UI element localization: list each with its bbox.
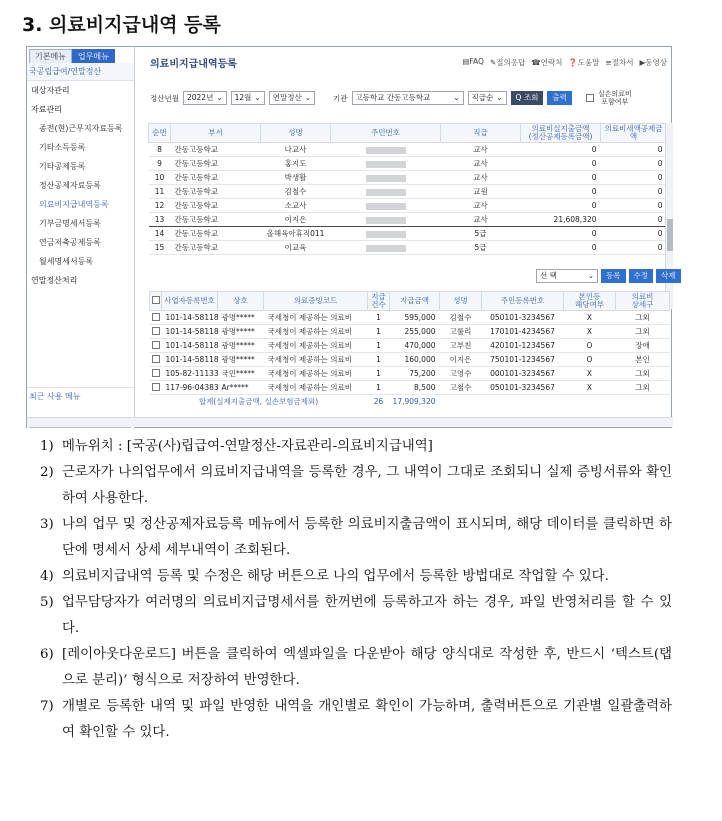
- table-cell: O: [564, 353, 616, 367]
- table-cell: X: [564, 381, 616, 395]
- table-cell: 간동고등학교: [171, 213, 261, 227]
- table-cell: 교사: [441, 213, 521, 227]
- table-cell: 0: [521, 171, 601, 185]
- table-cell: 그외: [616, 311, 670, 325]
- table-cell: [150, 339, 162, 353]
- column-header: 본인등 해당여부: [564, 292, 616, 311]
- table-cell: 470,000: [390, 339, 440, 353]
- instruction-number: 2): [40, 465, 54, 480]
- table-row[interactable]: [149, 171, 667, 185]
- table-cell: 160,000: [390, 353, 440, 367]
- table-cell: 595,000: [390, 311, 440, 325]
- table-row[interactable]: [150, 353, 670, 367]
- table-cell: 0: [521, 241, 601, 255]
- table-cell: [440, 395, 670, 409]
- sidebar: [27, 47, 135, 429]
- table-cell: 0: [601, 213, 667, 227]
- table-cell: 14: [149, 227, 171, 241]
- search-button[interactable]: Q 조회: [511, 91, 544, 105]
- sidebar-item[interactable]: 기부금명세서등록: [39, 219, 101, 228]
- column-header: 의료비 상세구: [616, 292, 670, 311]
- masked-id: [366, 203, 406, 210]
- book-icon: ≡: [605, 58, 612, 67]
- table-cell: 420101-1234567: [482, 339, 564, 353]
- table-cell: 본인: [616, 353, 670, 367]
- app-screenshot: [26, 46, 676, 428]
- table-cell: 0: [601, 241, 667, 255]
- chevron-down-icon: ⌄: [216, 93, 223, 102]
- table-cell: 올해육아휴직011: [261, 227, 331, 241]
- table-cell: 국세청이 제공하는 의료비: [264, 367, 368, 381]
- table-cell: 105-82-11133: [162, 367, 218, 381]
- table-cell: 국세청이 제공하는 의료비: [264, 353, 368, 367]
- table-cell: [150, 353, 162, 367]
- table-row[interactable]: [149, 157, 667, 171]
- detail-grid: [149, 291, 670, 409]
- table-cell: 9: [149, 157, 171, 171]
- instruction-number: 1): [40, 439, 54, 454]
- table-cell: 255,000: [390, 325, 440, 339]
- horizontal-scrollbar[interactable]: [27, 417, 673, 427]
- select-all-checkbox[interactable]: [152, 296, 160, 304]
- year-label: 정산년월: [150, 93, 179, 103]
- include-insurance-checkbox[interactable]: [586, 94, 594, 102]
- table-cell: [331, 213, 441, 227]
- table-cell: 050101-3234567: [482, 311, 564, 325]
- sidebar-item[interactable]: 의료비지급내역등록: [39, 200, 109, 209]
- table-cell: [331, 171, 441, 185]
- scrollbar-thumb[interactable]: [667, 219, 673, 251]
- month-select[interactable]: 12월 ⌄: [231, 91, 265, 105]
- instruction-item: [40, 564, 672, 590]
- delete-button[interactable]: 삭제: [656, 269, 681, 283]
- table-cell: [150, 367, 162, 381]
- table-cell: 0: [521, 199, 601, 213]
- table-cell: 이교육: [261, 241, 331, 255]
- table-cell: X: [564, 311, 616, 325]
- table-cell: 0: [521, 227, 601, 241]
- table-cell: 고룰리: [440, 325, 482, 339]
- sidebar-section-title: 국공립급여/연말정산: [27, 63, 134, 81]
- instruction-number: 3): [40, 517, 54, 532]
- instruction-text: [레이아웃다운로드] 버튼을 클릭하여 엑셀파일을 다운받아 해당 양식대로 작성한 후, 반드시 ‘텍스트(탭으로 분리)’ 형식으로 저장하여 반영한다.: [62, 647, 672, 688]
- table-cell: 교사: [441, 157, 521, 171]
- table-cell: 고부친: [440, 339, 482, 353]
- table-cell: X: [564, 367, 616, 381]
- table-cell: 8,500: [390, 381, 440, 395]
- row-checkbox[interactable]: [152, 383, 160, 391]
- table-cell: 1: [368, 325, 390, 339]
- modify-button[interactable]: 수정: [629, 269, 654, 283]
- table-row[interactable]: [150, 381, 670, 395]
- table-cell: 그외: [616, 325, 670, 339]
- column-header: 성명: [261, 124, 331, 143]
- masked-id: [366, 175, 406, 182]
- table-cell: 15: [149, 241, 171, 255]
- table-cell: 101-14-58118: [162, 311, 218, 325]
- instruction-item: [40, 434, 672, 460]
- column-header: 의료증빙코드: [264, 292, 368, 311]
- table-cell: 그외: [616, 381, 670, 395]
- sidebar-item[interactable]: 대상자관리: [31, 86, 70, 95]
- sidebar-item[interactable]: 월세명세서등록: [39, 257, 94, 266]
- table-cell: Ar*****: [218, 381, 264, 395]
- table-row[interactable]: [149, 143, 667, 157]
- instruction-text: 의료비지급내역 등록 및 수정은 해당 버튼으로 나의 업무에서 등록한 방법대로 작업할 수 있다.: [62, 569, 609, 584]
- instruction-item: [40, 460, 672, 512]
- table-cell: 8: [149, 143, 171, 157]
- instruction-number: 5): [40, 595, 54, 610]
- chevron-down-icon: ⌄: [496, 93, 503, 102]
- column-header: 상호: [218, 292, 264, 311]
- video-icon: ▶: [639, 58, 646, 67]
- table-cell: 750101-1234567: [482, 353, 564, 367]
- table-cell: 1: [368, 367, 390, 381]
- table-cell: 050101-3234567: [482, 381, 564, 395]
- top-link-label: 절차서: [611, 58, 634, 67]
- row-checkbox[interactable]: [152, 369, 160, 377]
- table-cell: 5급: [441, 241, 521, 255]
- table-cell: 국세청이 제공하는 의료비: [264, 311, 368, 325]
- sidebar-item[interactable]: 종전(현)근무지자료등록: [39, 124, 123, 133]
- table-cell: 나교사: [261, 143, 331, 157]
- table-cell: 000101-3234567: [482, 367, 564, 381]
- instruction-text: 메뉴위치 : [국공(사)립급여-연말정산-자료관리-의료비지급내역]: [62, 439, 433, 454]
- table-row[interactable]: [149, 213, 667, 227]
- instruction-text: 나의 업무 및 정산공제자료등록 메뉴에서 등록한 의료비지출금액이 표시되며, 해당 데이터를 클릭하면 하단에 명세서 상세 세부내역이 조회된다.: [62, 517, 672, 558]
- table-cell: 이지은: [440, 353, 482, 367]
- table-cell: 장애: [616, 339, 670, 353]
- instruction-item: [40, 694, 672, 746]
- column-header: 의료비실지출금액 (정산공제등록금액): [521, 124, 601, 143]
- table-cell: 101-14-58118: [162, 339, 218, 353]
- document-heading: 3. 의료비지급내역 등록: [22, 14, 221, 36]
- table-cell: 간동고등학교: [171, 199, 261, 213]
- instruction-number: 7): [40, 699, 54, 714]
- total-amount: 17,909,320: [392, 397, 436, 407]
- table-cell: 박생활: [261, 171, 331, 185]
- masked-id: [366, 189, 406, 196]
- tab-basic-menu[interactable]: 기본메뉴: [29, 49, 72, 63]
- table-cell: [331, 227, 441, 241]
- column-header: 직급: [441, 124, 521, 143]
- table-cell: 21,608,320: [521, 213, 601, 227]
- instruction-item: [40, 590, 672, 642]
- sidebar-item[interactable]: 연금저축공제등록: [39, 238, 101, 247]
- table-row[interactable]: [150, 367, 670, 381]
- table-cell: [150, 381, 162, 395]
- phone-icon: ☎: [531, 58, 541, 67]
- table-cell: [331, 157, 441, 171]
- sidebar-item[interactable]: 기타공제등록: [39, 162, 86, 171]
- instruction-text: 업무담당자가 여러명의 의료비지급명세서를 한꺼번에 등록하고자 하는 경우, 파일 반영처리를 할 수 있다.: [62, 595, 672, 636]
- top-link-label: 질의응답: [496, 58, 526, 67]
- print-button[interactable]: 출력: [547, 91, 572, 105]
- table-cell: 고철수: [440, 381, 482, 395]
- table-cell: 간동고등학교: [171, 171, 261, 185]
- year-select[interactable]: 2022년 ⌄: [183, 91, 227, 105]
- table-cell: 1: [368, 339, 390, 353]
- row-checkbox[interactable]: [152, 327, 160, 335]
- top-link[interactable]: [605, 57, 633, 68]
- masked-id: [366, 231, 406, 238]
- table-cell: 광명*****: [218, 353, 264, 367]
- total-label: 합계(실제지출금액, 실손보험금제외): [198, 397, 319, 407]
- sidebar-item[interactable]: 정산공제자료등록: [39, 181, 101, 190]
- table-cell: 11: [149, 185, 171, 199]
- table-cell: 0: [521, 185, 601, 199]
- table-cell: 이지은: [261, 213, 331, 227]
- include-insurance-label: 실손의료비 포함여부: [597, 90, 632, 106]
- top-link[interactable]: [462, 57, 484, 68]
- total-row: [150, 395, 670, 409]
- sidebar-item[interactable]: 연말정산처리: [31, 276, 78, 285]
- sidebar-item[interactable]: 기타소득등록: [39, 143, 86, 152]
- table-cell: 소교사: [261, 199, 331, 213]
- table-cell: 교사: [441, 143, 521, 157]
- table-cell: 김철수: [261, 185, 331, 199]
- table-cell: 0: [601, 143, 667, 157]
- instruction-number: 6): [40, 647, 54, 662]
- table-cell: 0: [601, 185, 667, 199]
- table-cell: 1: [368, 381, 390, 395]
- table-cell: [331, 143, 441, 157]
- top-link[interactable]: [639, 57, 667, 68]
- table-cell: 101-14-58118: [162, 325, 218, 339]
- table-cell: 1: [368, 353, 390, 367]
- table-cell: 0: [601, 199, 667, 213]
- top-link-label: 도움말: [577, 58, 600, 67]
- top-links: [462, 57, 667, 68]
- table-row[interactable]: [150, 339, 670, 353]
- table-cell: 1: [368, 311, 390, 325]
- column-header: 지급금액: [390, 292, 440, 311]
- instruction-number: 4): [40, 569, 54, 584]
- detail-toolbar: [536, 269, 681, 283]
- chevron-down-icon: ⌄: [304, 93, 311, 102]
- table-row[interactable]: [149, 185, 667, 199]
- table-cell: [150, 311, 162, 325]
- recent-menu-label: 최근 사용 메뉴: [27, 387, 134, 405]
- column-header: 부서: [171, 124, 261, 143]
- table-cell: 10: [149, 171, 171, 185]
- order-select[interactable]: 직급순 ⌄: [468, 91, 507, 105]
- masked-id: [366, 161, 406, 168]
- org-label: 기관: [333, 93, 348, 103]
- table-cell: 간동고등학교: [171, 241, 261, 255]
- column-header: 주민번호: [331, 124, 441, 143]
- top-link-label: 연락처: [540, 58, 563, 67]
- instruction-item: [40, 642, 672, 694]
- table-row[interactable]: [149, 227, 667, 241]
- table-cell: 75,200: [390, 367, 440, 381]
- help-icon: ▤: [462, 57, 470, 66]
- table-cell: 170101-4234567: [482, 325, 564, 339]
- table-row[interactable]: [150, 325, 670, 339]
- table-cell: [150, 325, 162, 339]
- table-cell: 광명*****: [218, 339, 264, 353]
- page-title: 의료비지급내역등록: [150, 59, 237, 70]
- sidebar-tabs: [29, 49, 134, 63]
- table-cell: 광명*****: [218, 325, 264, 339]
- table-cell: 교사: [441, 171, 521, 185]
- table-cell: 0: [521, 157, 601, 171]
- table-cell: [331, 185, 441, 199]
- column-header[interactable]: [150, 292, 162, 311]
- sidebar-item[interactable]: 자료관리: [31, 105, 62, 114]
- masked-id: [366, 147, 406, 154]
- table-cell: O: [564, 339, 616, 353]
- column-header: 순번: [149, 124, 171, 143]
- table-cell: 국세청이 제공하는 의료비: [264, 381, 368, 395]
- instruction-list: [40, 434, 672, 746]
- chevron-down-icon: ⌄: [453, 93, 460, 102]
- total-count: 26: [373, 397, 384, 407]
- table-cell: 교사: [441, 199, 521, 213]
- table-cell: 13: [149, 213, 171, 227]
- instruction-text: 개별로 등록한 내역 및 파일 반영한 내역을 개인별로 확인이 가능하며, 출력버튼으로 기관별 일괄출력하여 확인할 수 있다.: [62, 699, 672, 740]
- table-row[interactable]: [150, 311, 670, 325]
- register-button[interactable]: 등록: [601, 269, 626, 283]
- settle-type-select[interactable]: 연말정산 ⌄: [269, 91, 315, 105]
- top-link[interactable]: [490, 57, 525, 68]
- table-cell: X: [564, 325, 616, 339]
- table-cell: 김철수: [440, 311, 482, 325]
- table-row[interactable]: [149, 241, 667, 255]
- table-cell: 117-96-04383: [162, 381, 218, 395]
- row-checkbox[interactable]: [152, 341, 160, 349]
- table-cell: [331, 199, 441, 213]
- table-cell: 고영수: [440, 367, 482, 381]
- table-cell: 12: [149, 199, 171, 213]
- action-select[interactable]: 선 택 ⌄: [536, 269, 598, 283]
- top-link[interactable]: [568, 57, 599, 68]
- masked-id: [366, 245, 406, 252]
- row-checkbox[interactable]: [152, 313, 160, 321]
- table-cell: 그외: [616, 367, 670, 381]
- sidebar-menu: [27, 81, 134, 290]
- table-cell: 5급: [441, 227, 521, 241]
- table-cell: 국세청이 제공하는 의료비: [264, 325, 368, 339]
- column-header: 의료비세액공제금액: [601, 124, 667, 143]
- instruction-item: [40, 512, 672, 564]
- employee-grid: [148, 123, 667, 255]
- table-cell: 국세청이 제공하는 의료비: [264, 339, 368, 353]
- column-header: 사업자등록번호: [162, 292, 218, 311]
- column-header: 주민등록번호: [482, 292, 564, 311]
- pencil-icon: ✎: [489, 58, 497, 67]
- table-cell: 0: [601, 157, 667, 171]
- column-header: 성명: [440, 292, 482, 311]
- table-cell: 홍지도: [261, 157, 331, 171]
- instruction-text: 근로자가 나의업무에서 의료비지급내역을 등록한 경우, 그 내역이 그대로 조회되니 실제 증빙서류와 확인하여 사용한다.: [62, 465, 672, 506]
- table-cell: 간동고등학교: [171, 185, 261, 199]
- row-checkbox[interactable]: [152, 355, 160, 363]
- filter-bar: [150, 89, 669, 107]
- table-cell: 0: [601, 227, 667, 241]
- chevron-down-icon: ⌄: [254, 93, 261, 102]
- question-icon: ❓: [568, 58, 578, 67]
- table-cell: 국민*****: [218, 367, 264, 381]
- masked-id: [366, 217, 406, 224]
- table-cell: 간동고등학교: [171, 157, 261, 171]
- top-link-label: 동영상: [645, 58, 667, 67]
- table-cell: 간동고등학교: [171, 143, 261, 157]
- chevron-down-icon: ⌄: [587, 271, 594, 280]
- column-header: 지급 건수: [368, 292, 390, 311]
- table-cell: 교원: [441, 185, 521, 199]
- table-cell: 간동고등학교: [171, 227, 261, 241]
- top-link-label: FAQ: [469, 57, 484, 66]
- org-select[interactable]: 고등학교 간동고등학교 ⌄: [352, 91, 464, 105]
- table-row[interactable]: [149, 199, 667, 213]
- table-cell: 광명*****: [218, 311, 264, 325]
- table-cell: 0: [601, 171, 667, 185]
- table-cell: 101-14-58118: [162, 353, 218, 367]
- top-link[interactable]: [531, 57, 562, 68]
- tab-work-menu[interactable]: 업무메뉴: [72, 49, 115, 63]
- table-cell: 0: [521, 143, 601, 157]
- table-cell: [331, 241, 441, 255]
